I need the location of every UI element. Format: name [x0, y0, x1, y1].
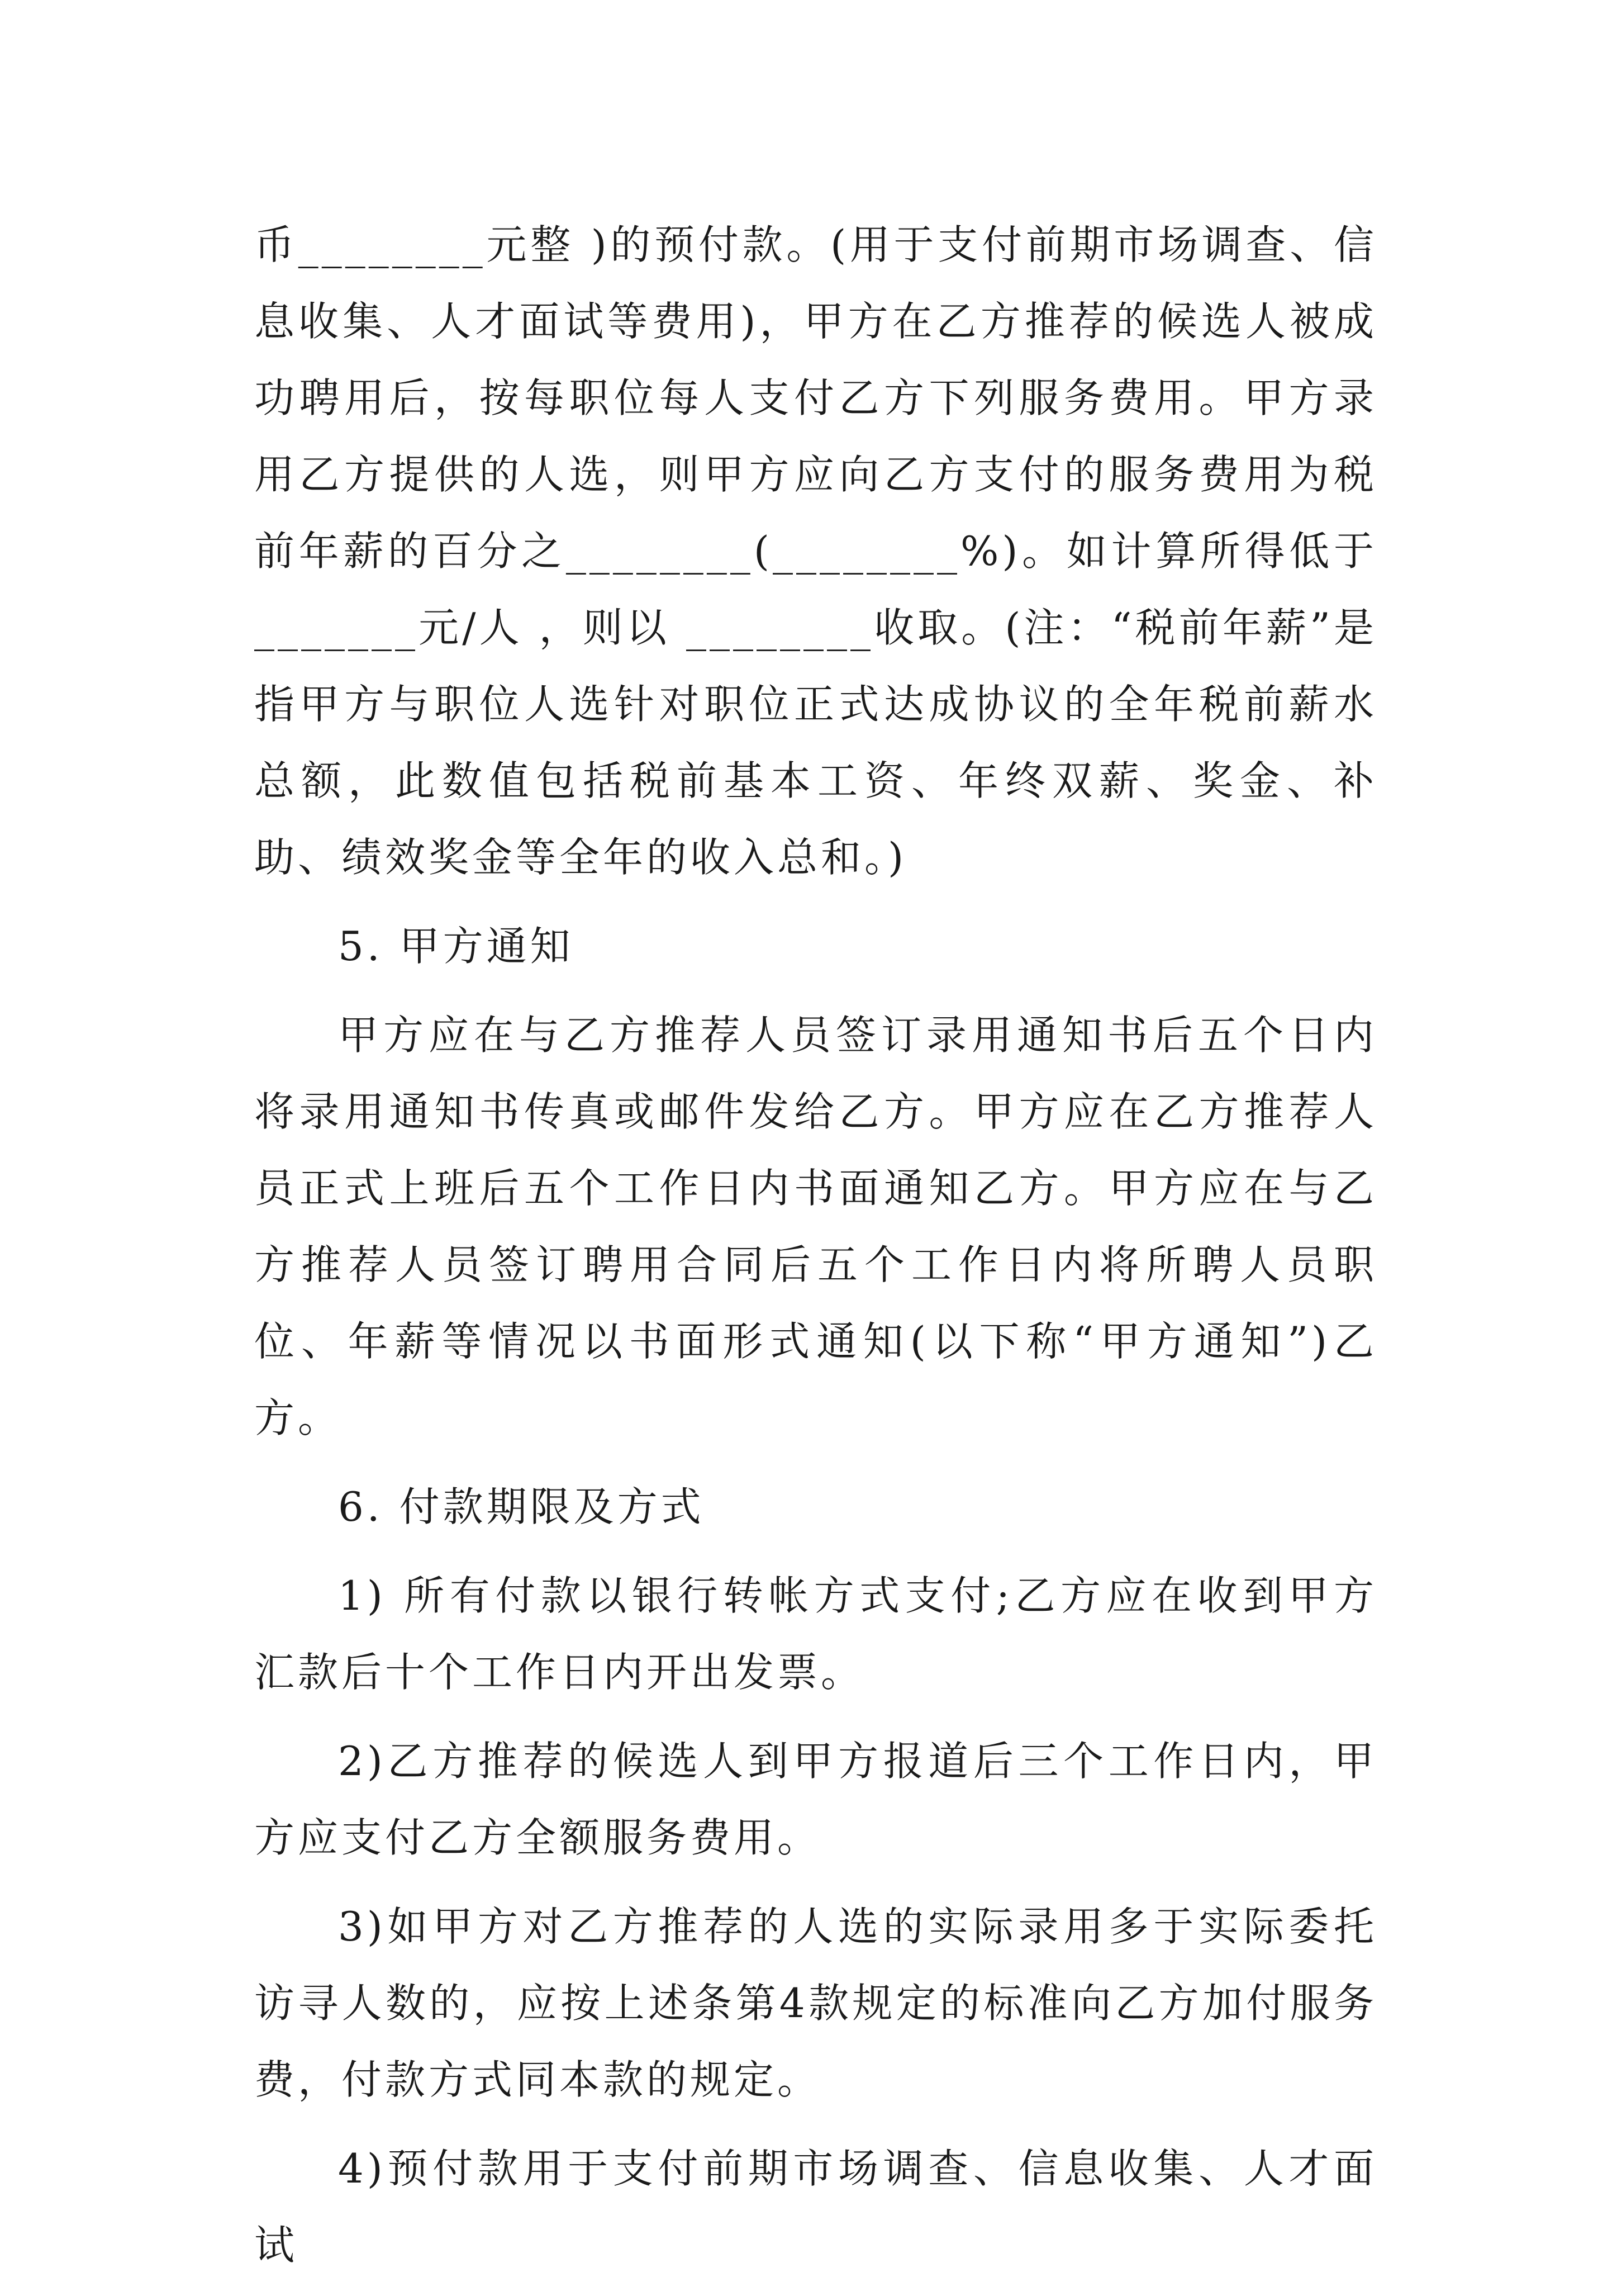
paragraph-payment-1: 1) 所有付款以银行转帐方式支付;乙方应在收到甲方汇款后十个工作日内开出发票。 [254, 1572, 1377, 1696]
paragraph-fee-terms: 币________元整 )的预付款。(用于支付前期市场调查、信息收集、人才面试等费用)，甲方在乙方推荐的候选人被成功聘用后，按每职位每人支付乙方下列服务费用。甲方录用乙方提供的人选，则甲方应向乙方支付的服务费用为税前年薪的百分之________(________%)。如计算所得低于_______元/人 ，则以 ________收取。(注：“税前年薪”是指甲方与职位人选针对职位正式达成协议的全年税前薪水总额，此数值包括税前基本工资、年终双薪、奖金、补助、绩效奖金等全年的收入总和。) [254, 221, 1377, 881]
paragraph-payment-4: 4)预付款用于支付前期市场调查、信息收集、人才面试 [254, 2145, 1377, 2269]
section-heading-notice: 5. 甲方通知 [338, 923, 574, 970]
paragraph-payment-2: 2)乙方推荐的候选人到甲方报道后三个工作日内，甲方应支付乙方全额服务费用。 [254, 1738, 1377, 1861]
paragraph-payment-3: 3)如甲方对乙方推荐的人选的实际录用多于实际委托访寻人数的，应按上述条第4款规定的标准向乙方加付服务费，付款方式同本款的规定。 [254, 1903, 1377, 2103]
document-body [254, 207, 1377, 2296]
section-heading-payment: 6. 付款期限及方式 [338, 1483, 705, 1530]
paragraph-notice: 甲方应在与乙方推荐人员签订录用通知书后五个日内将录用通知书传真或邮件发给乙方。甲方应在乙方推荐人员正式上班后五个工作日内书面通知乙方。甲方应在与乙方推荐人员签订聘用合同后五个工作日内将所聘人员职位、年薪等情况以书面形式通知(以下称“甲方通知”)乙方。 [254, 1012, 1377, 1441]
